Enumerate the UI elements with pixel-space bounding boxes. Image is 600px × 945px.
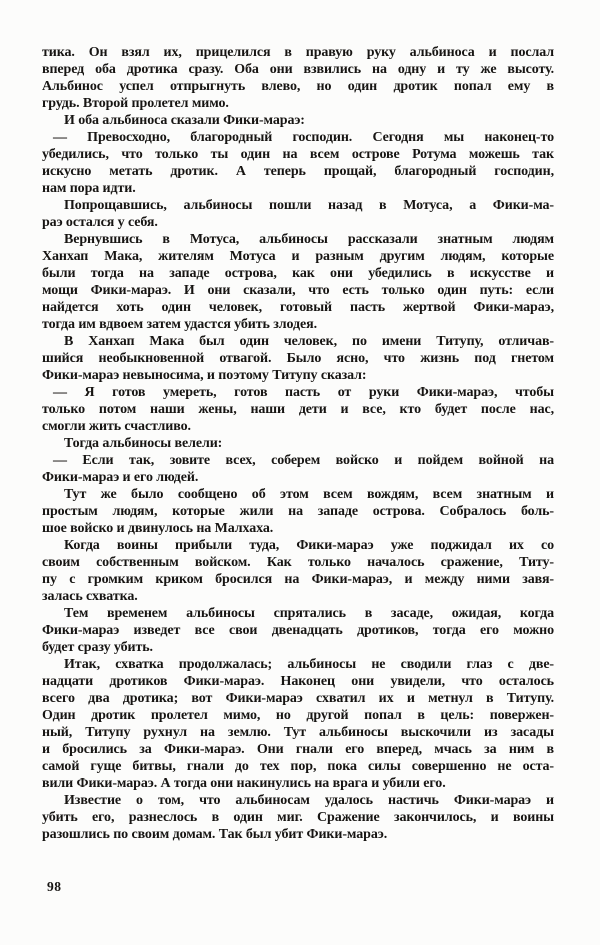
text-line: убедились, что только ты один на всем острове Ротума можешь так: [42, 147, 554, 162]
text-line: шийся необыкновенной отвагой. Было ясно, что жизнь под гнетом: [42, 351, 554, 366]
text-line: — Если так, зовите всех, соберем войско и пойдем войной на: [53, 453, 554, 468]
text-line: вили Фики-мараэ. А тогда они накинулись на врага и убили его.: [42, 776, 446, 791]
text-line: своим собственным войском. Как только началось сражение, Титу-: [42, 555, 554, 570]
text-line: искусно метать дротик. А теперь прощай, благородный господин,: [42, 164, 554, 179]
text-line: Фики-мараэ изведет все свои двенадцать дротиков, тогда его можно: [42, 623, 554, 638]
text-line: самой гуще битвы, гнали до тех пор, пока силы совершенно не оста-: [42, 759, 554, 774]
text-line: залась схватка.: [42, 589, 138, 604]
text-line: И оба альбиноса сказали Фики-мараэ:: [64, 113, 305, 128]
text-line: простым людям, которые жили на западе острова. Собралось боль-: [42, 504, 554, 519]
text-line: Когда воины прибыли туда, Фики-мараэ уже поджидал их со: [64, 538, 554, 553]
text-line: были тогда на западе острова, как они убедились в искусстве и: [42, 266, 554, 281]
text-line: найдется хоть один человек, готовый пасть жертвой Фики-мараэ,: [42, 300, 554, 315]
text-line: Альбинос успел отпрыгнуть влево, но один дротик попал ему в: [42, 79, 554, 94]
text-line: всего два дротика; вот Фики-мараэ схватил их и метнул в Титупу.: [42, 691, 554, 706]
text-line: — Я готов умереть, готов пасть от руки Фики-мараэ, чтобы: [53, 385, 554, 400]
text-line: убить его, разнеслось в один миг. Сражение закончилось, и воины: [42, 810, 554, 825]
text-line: только потом наши жены, наши дети и все, кто будет после нас,: [42, 402, 554, 417]
text-line: Итак, схватка продолжалась; альбиносы не сводили глаз с две-: [64, 657, 554, 672]
text-line: В Ханхап Мака был один человек, по имени Титупу, отличав-: [64, 334, 554, 349]
text-line: Ханхап Мака, жителям Мотуса и разным другим людям, которые: [42, 249, 554, 264]
page-number: 98: [47, 879, 62, 894]
text-line: грудь. Второй пролетел мимо.: [42, 96, 229, 111]
text-line: смогли жить счастливо.: [42, 419, 191, 434]
text-line: будет сразу убить.: [42, 640, 153, 655]
text-line: и бросились за Фики-мараэ. Они гнали его вперед, мчась за ним в: [42, 742, 554, 757]
text-line: вперед оба дротика сразу. Оба они взвились на одну и ту же высоту.: [42, 62, 554, 77]
text-line: — Превосходно, благородный господин. Сегодня мы наконец-то: [53, 130, 554, 145]
text-line: Фики-мараэ невыносима, и поэтому Титупу сказал:: [42, 368, 367, 383]
text-line: Попрощавшись, альбиносы пошли назад в Мотуса, а Фики-ма-: [64, 198, 554, 213]
text-line: Один дротик пролетел мимо, но другой попал в цель: повержен-: [42, 708, 554, 723]
text-line: раэ остался у себя.: [42, 215, 158, 230]
text-line: шое войско и двинулось на Малхаха.: [42, 521, 274, 536]
text-line: Вернувшись в Мотуса, альбиносы рассказали знатным людям: [64, 232, 554, 247]
text-line: Известие о том, что альбиносам удалось настичь Фики-мараэ и: [64, 793, 554, 808]
text-line: надцати дротиков Фики-мараэ. Наконец они увидели, что осталось: [42, 674, 554, 689]
text-line: пу с громким криком бросился на Фики-мараэ, и между ними завя-: [42, 572, 554, 587]
text-line: Тут же было сообщено об этом всем вождям, всем знатным и: [64, 487, 554, 502]
text-line: нам пора идти.: [42, 181, 136, 196]
text-line: Тем временем альбиносы спрятались в засаде, ожидая, когда: [64, 606, 554, 621]
text-line: мощи Фики-мараэ. И они сказали, что есть только один путь: если: [42, 283, 554, 298]
text-line: тогда им вдвоем затем удастся убить злодея.: [42, 317, 317, 332]
text-line: Фики-мараэ и его людей.: [42, 470, 199, 485]
text-line: тика. Он взял их, прицелился в правую руку альбиноса и послал: [42, 45, 554, 60]
text-line: ный, Титупу рухнул на землю. Тут альбиносы выскочили из засады: [42, 725, 554, 740]
text-line: Тогда альбиносы велели:: [64, 436, 223, 451]
text-line: разошлись по своим домам. Так был убит Фики-мараэ.: [42, 827, 388, 842]
text-block: [42, 44, 554, 843]
